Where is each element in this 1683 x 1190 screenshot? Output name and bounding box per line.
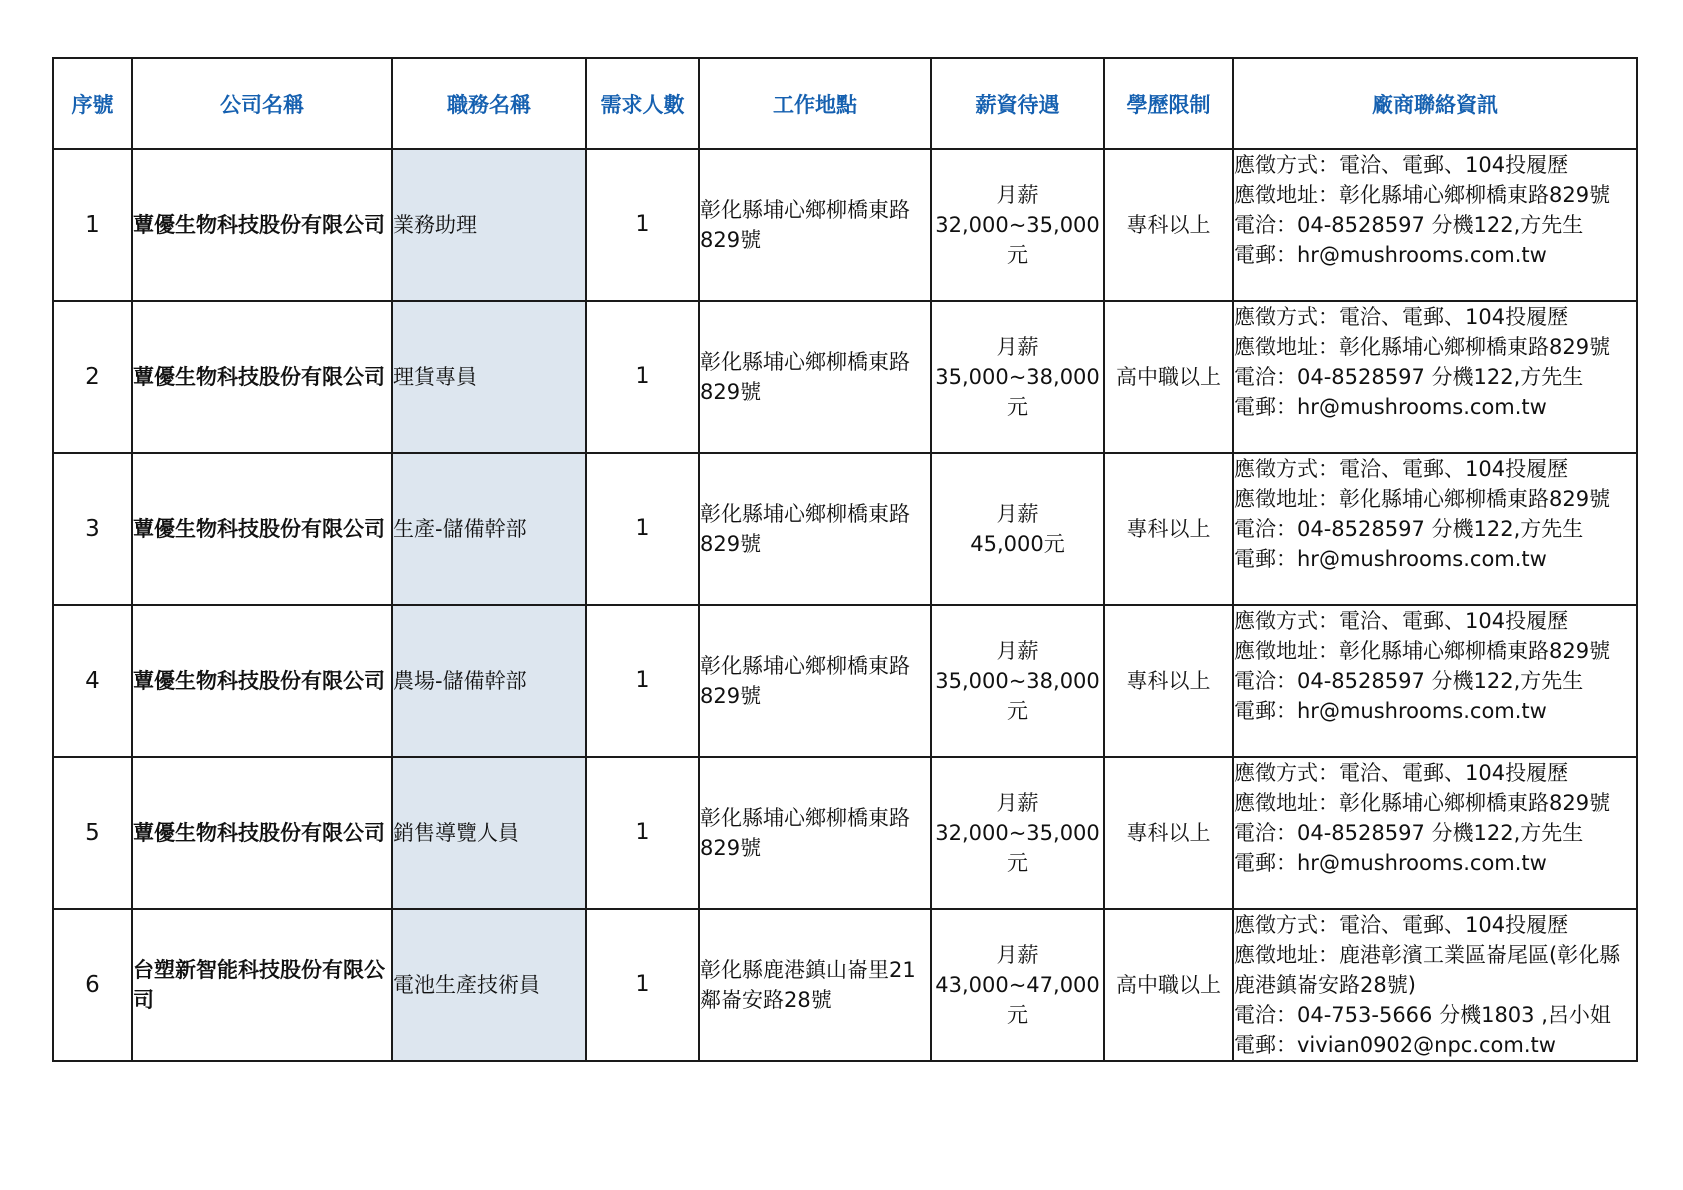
cell-salary (931, 149, 1104, 301)
header-education: 學歷限制 (1104, 58, 1233, 149)
cell-location: 彰化縣埔心鄉柳橋東路829號 (699, 605, 931, 757)
contact-email: 電郵：hr@mushrooms.com.tw (1234, 547, 1547, 571)
cell-education: 專科以上 (1104, 149, 1233, 301)
salary-label: 月薪 (996, 502, 1039, 526)
cell-company: 台塑新智能科技股份有限公司 (132, 909, 392, 1061)
cell-contact (1233, 605, 1637, 757)
table-row (53, 301, 1637, 453)
cell-education: 高中職以上 (1104, 909, 1233, 1061)
table-row (53, 453, 1637, 605)
cell-no: 6 (53, 909, 132, 1061)
salary-unit: 元 (1007, 1003, 1028, 1027)
cell-salary (931, 453, 1104, 605)
header-company: 公司名稱 (132, 58, 392, 149)
cell-count: 1 (586, 757, 699, 909)
contact-address: 應徵地址：彰化縣埔心鄉柳橋東路829號 (1234, 487, 1611, 511)
cell-education: 專科以上 (1104, 453, 1233, 605)
cell-company: 蕈優生物科技股份有限公司 (132, 605, 392, 757)
salary-unit: 元 (1007, 699, 1028, 723)
cell-count: 1 (586, 149, 699, 301)
table-row (53, 909, 1637, 1061)
header-contact: 廠商聯絡資訊 (1233, 58, 1637, 149)
cell-contact (1233, 149, 1637, 301)
cell-contact (1233, 909, 1637, 1061)
cell-count: 1 (586, 301, 699, 453)
header-location: 工作地點 (699, 58, 931, 149)
contact-method: 應徵方式：電洽、電郵、104投履歷 (1234, 457, 1569, 481)
table-row (53, 757, 1637, 909)
cell-location: 彰化縣埔心鄉柳橋東路829號 (699, 453, 931, 605)
contact-phone: 電洽：04-8528597 分機122,方先生 (1234, 213, 1584, 237)
contact-email: 電郵：hr@mushrooms.com.tw (1234, 699, 1547, 723)
cell-education: 專科以上 (1104, 605, 1233, 757)
cell-salary (931, 605, 1104, 757)
salary-label: 月薪 (996, 943, 1039, 967)
contact-phone: 電洽：04-8528597 分機122,方先生 (1234, 517, 1584, 541)
cell-company: 蕈優生物科技股份有限公司 (132, 453, 392, 605)
cell-salary (931, 909, 1104, 1061)
cell-company: 蕈優生物科技股份有限公司 (132, 301, 392, 453)
cell-location: 彰化縣埔心鄉柳橋東路829號 (699, 757, 931, 909)
salary-range: 35,000~38,000 (935, 669, 1100, 693)
cell-location: 彰化縣鹿港鎮山崙里21鄰崙安路28號 (699, 909, 931, 1061)
contact-method: 應徵方式：電洽、電郵、104投履歷 (1234, 609, 1569, 633)
cell-no: 2 (53, 301, 132, 453)
contact-phone: 電洽：04-753-5666 分機1803 ,呂小姐 (1234, 1003, 1611, 1027)
table-row (53, 149, 1637, 301)
cell-contact (1233, 453, 1637, 605)
cell-no: 1 (53, 149, 132, 301)
cell-title: 業務助理 (392, 149, 586, 301)
cell-no: 4 (53, 605, 132, 757)
header-title: 職務名稱 (392, 58, 586, 149)
contact-email: 電郵：hr@mushrooms.com.tw (1234, 851, 1547, 875)
salary-unit: 元 (1007, 851, 1028, 875)
header-salary: 薪資待遇 (931, 58, 1104, 149)
contact-address: 應徵地址：彰化縣埔心鄉柳橋東路829號 (1234, 335, 1611, 359)
cell-education: 高中職以上 (1104, 301, 1233, 453)
cell-count: 1 (586, 605, 699, 757)
contact-phone: 電洽：04-8528597 分機122,方先生 (1234, 821, 1584, 845)
table-row (53, 605, 1637, 757)
cell-no: 3 (53, 453, 132, 605)
contact-address: 應徵地址：彰化縣埔心鄉柳橋東路829號 (1234, 183, 1611, 207)
cell-title: 銷售導覽人員 (392, 757, 586, 909)
contact-method: 應徵方式：電洽、電郵、104投履歷 (1234, 913, 1569, 937)
salary-range: 35,000~38,000 (935, 365, 1100, 389)
cell-count: 1 (586, 453, 699, 605)
contact-address: 應徵地址：鹿港彰濱工業區崙尾區(彰化縣鹿港鎮崙安路28號) (1234, 943, 1621, 997)
cell-title: 生產-儲備幹部 (392, 453, 586, 605)
cell-contact (1233, 757, 1637, 909)
salary-label: 月薪 (996, 183, 1039, 207)
salary-range: 32,000~35,000 (935, 821, 1100, 845)
salary-range: 32,000~35,000 (935, 213, 1100, 237)
header-count: 需求人數 (586, 58, 699, 149)
contact-address: 應徵地址：彰化縣埔心鄉柳橋東路829號 (1234, 639, 1611, 663)
cell-salary (931, 757, 1104, 909)
cell-location: 彰化縣埔心鄉柳橋東路829號 (699, 149, 931, 301)
cell-location: 彰化縣埔心鄉柳橋東路829號 (699, 301, 931, 453)
cell-title: 理貨專員 (392, 301, 586, 453)
salary-range: 45,000元 (970, 532, 1065, 556)
contact-method: 應徵方式：電洽、電郵、104投履歷 (1234, 305, 1569, 329)
header-row (53, 58, 1637, 149)
contact-address: 應徵地址：彰化縣埔心鄉柳橋東路829號 (1234, 791, 1611, 815)
contact-email: 電郵：hr@mushrooms.com.tw (1234, 395, 1547, 419)
salary-range: 43,000~47,000 (935, 973, 1100, 997)
contact-method: 應徵方式：電洽、電郵、104投履歷 (1234, 761, 1569, 785)
cell-company: 蕈優生物科技股份有限公司 (132, 149, 392, 301)
cell-salary (931, 301, 1104, 453)
salary-unit: 元 (1007, 395, 1028, 419)
cell-count: 1 (586, 909, 699, 1061)
cell-contact (1233, 301, 1637, 453)
salary-unit: 元 (1007, 243, 1028, 267)
contact-email: 電郵：hr@mushrooms.com.tw (1234, 243, 1547, 267)
cell-company: 蕈優生物科技股份有限公司 (132, 757, 392, 909)
contact-method: 應徵方式：電洽、電郵、104投履歷 (1234, 153, 1569, 177)
cell-no: 5 (53, 757, 132, 909)
cell-education: 專科以上 (1104, 757, 1233, 909)
job-listings-table (52, 57, 1638, 1062)
contact-phone: 電洽：04-8528597 分機122,方先生 (1234, 669, 1584, 693)
contact-email: 電郵：vivian0902@npc.com.tw (1234, 1033, 1556, 1057)
contact-phone: 電洽：04-8528597 分機122,方先生 (1234, 365, 1584, 389)
header-no: 序號 (53, 58, 132, 149)
cell-title: 農場-儲備幹部 (392, 605, 586, 757)
cell-title: 電池生產技術員 (392, 909, 586, 1061)
salary-label: 月薪 (996, 639, 1039, 663)
salary-label: 月薪 (996, 791, 1039, 815)
salary-label: 月薪 (996, 335, 1039, 359)
